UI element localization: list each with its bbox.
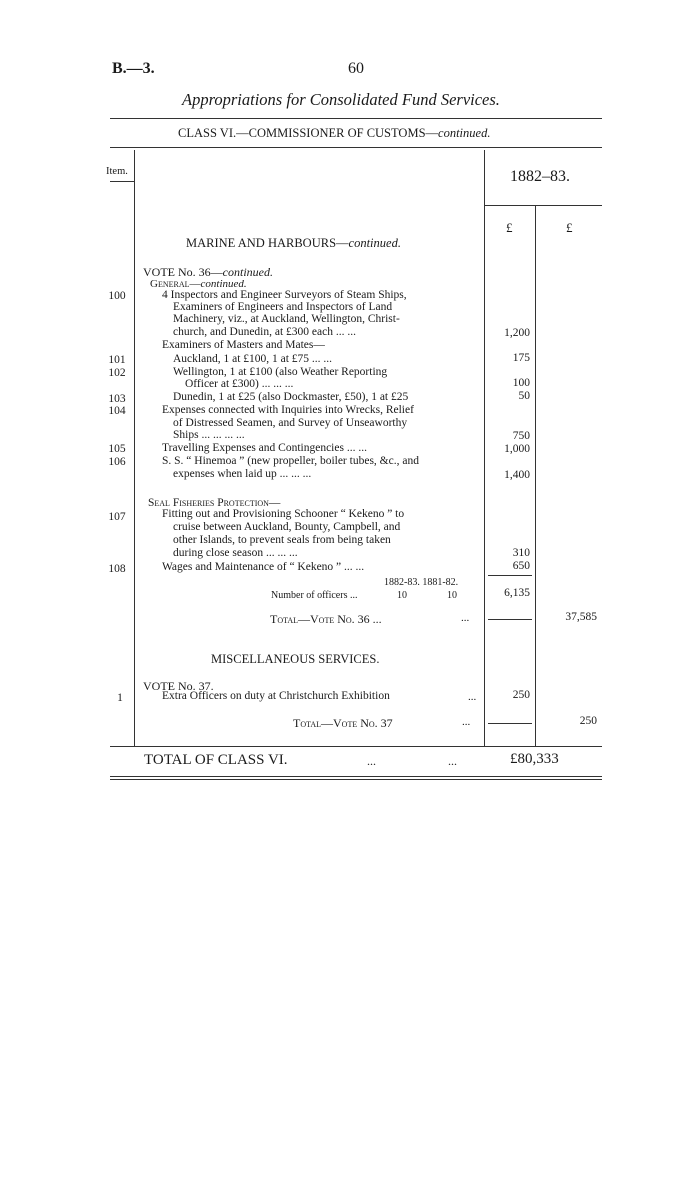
grand-total-amount: £80,333 [510,751,559,767]
total-rule [488,723,532,724]
seal-fisheries-subheading: Seal Fisheries Protection— [148,497,281,509]
item-description: during close season ... ... ... [173,547,298,559]
officer-label: Number of officers ... [271,590,358,601]
item-description: Ships ... ... ... ... [173,429,245,441]
item-header-underline [110,181,134,182]
vote-37-total-dots: ... [462,716,471,728]
item-amount: 650 [512,560,530,572]
vote-37-total: 250 [579,715,597,727]
misc-heading: MISCELLANEOUS SERVICES. [211,652,380,666]
item-number: 102 [108,367,126,379]
item-number: 105 [108,443,126,455]
officer-years: 1882-83. 1881-82. [384,577,459,588]
item-amount: 750 [512,430,530,442]
item-number: 100 [108,290,126,302]
item-amount: 50 [518,390,530,402]
item-description: Extra Officers on duty at Christchurch Exhibition [162,690,390,702]
subtotal-rule [488,575,532,576]
officer-count-1882: 10 [397,590,407,601]
item-description: Travelling Expenses and Contingencies ... ... [162,442,367,454]
item-description: Wages and Maintenance of “ Kekeno ” ... ... [162,561,365,573]
rule-grand-total-top [110,746,602,747]
item-number: 107 [108,511,126,523]
officer-count-1881: 10 [447,590,457,601]
item-description: Examiners of Engineers and Inspectors of Land [173,301,393,313]
vote-36-total-dots: ... [461,612,470,624]
item-description: Fitting out and Provisioning Schooner “ Kekeno ” to [162,508,405,520]
vote-36-heading: VOTE No. 36—continued. [143,265,273,279]
rule-grand-total-bottom [110,776,602,777]
examiners-subheading: Examiners of Masters and Mates— [162,339,325,351]
vote-37-heading: VOTE No. 37. [143,679,214,693]
item-description: church, and Dunedin, at £300 each ... ... [173,326,356,338]
rule-year-under [484,205,602,206]
item-amount: 100 [512,377,530,389]
currency-symbol-1: £ [506,220,513,235]
item-description: 4 Inspectors and Engineer Surveyors of Steam Ships, [162,289,407,301]
vote-36-total: 37,585 [565,611,597,623]
total-rule [488,619,532,620]
item-number: 1 [117,692,123,704]
item-number: 108 [108,563,126,575]
item-amount: 175 [512,352,530,364]
grand-total-label: TOTAL OF CLASS VI. [144,752,288,768]
grand-total-dots: ... [367,754,376,768]
item-amount: 1,000 [504,443,530,455]
item-description: Dunedin, 1 at £25 (also Dockmaster, £50), 1 at £25 [173,391,409,403]
marine-heading: MARINE AND HARBOURS—continued. [186,236,401,250]
grand-total-dots: ... [448,754,457,768]
item-description: of Distressed Seamen, and Survey of Unseaworthy [173,417,408,429]
column-line-amount-1 [484,150,485,746]
item-number: 103 [108,393,126,405]
vote-37-total-label: Total—Vote No. 37 [293,716,393,730]
item-description: other Islands, to prevent seals from being taken [173,534,391,546]
page-number: 60 [348,60,364,77]
item-amount: 1,400 [504,469,530,481]
item-description: Auckland, 1 at £100, 1 at £75 ... ... [173,353,333,365]
year-column-header: 1882–83. [510,168,570,185]
general-subheading: General—continued. [150,278,247,290]
page-reference: B.—3. [112,60,155,77]
item-number: 104 [108,405,126,417]
item-amount: 310 [512,547,530,559]
item-description: expenses when laid up ... ... ... [173,468,312,480]
vote-36-total-label: Total—Vote No. 36 ... [270,612,382,626]
item-amount: 1,200 [504,327,530,339]
item-number: 106 [108,456,126,468]
item-description: cruise between Auckland, Bounty, Campbell, and [173,521,401,533]
item-amount: 250 [512,689,530,701]
item-description: S. S. “ Hinemoa ” (new propeller, boiler tubes, &c., and [162,455,419,467]
rule-grand-total-bottom-2 [110,779,602,780]
column-line-amount-2 [535,206,536,746]
rule-top [110,118,602,119]
class-heading: CLASS VI.—COMMISSIONER OF CUSTOMS—continued. [178,126,491,140]
item-description: Wellington, 1 at £100 (also Weather Reporting [173,366,388,378]
rule-header-top [110,147,602,148]
vote-36-subtotal: 6,135 [504,587,530,599]
item-description: Expenses connected with Inquiries into Wrecks, Relief [162,404,414,416]
item-number: 101 [108,354,126,366]
item-description: Machinery, viz., at Auckland, Wellington, Christ- [173,313,400,325]
page-title: Appropriations for Consolidated Fund Services. [182,90,500,109]
item-description: Officer at £300) ... ... ... [185,378,294,390]
item-dots: ... [468,691,477,703]
currency-symbol-2: £ [566,220,573,235]
item-column-header: Item. [106,166,128,177]
